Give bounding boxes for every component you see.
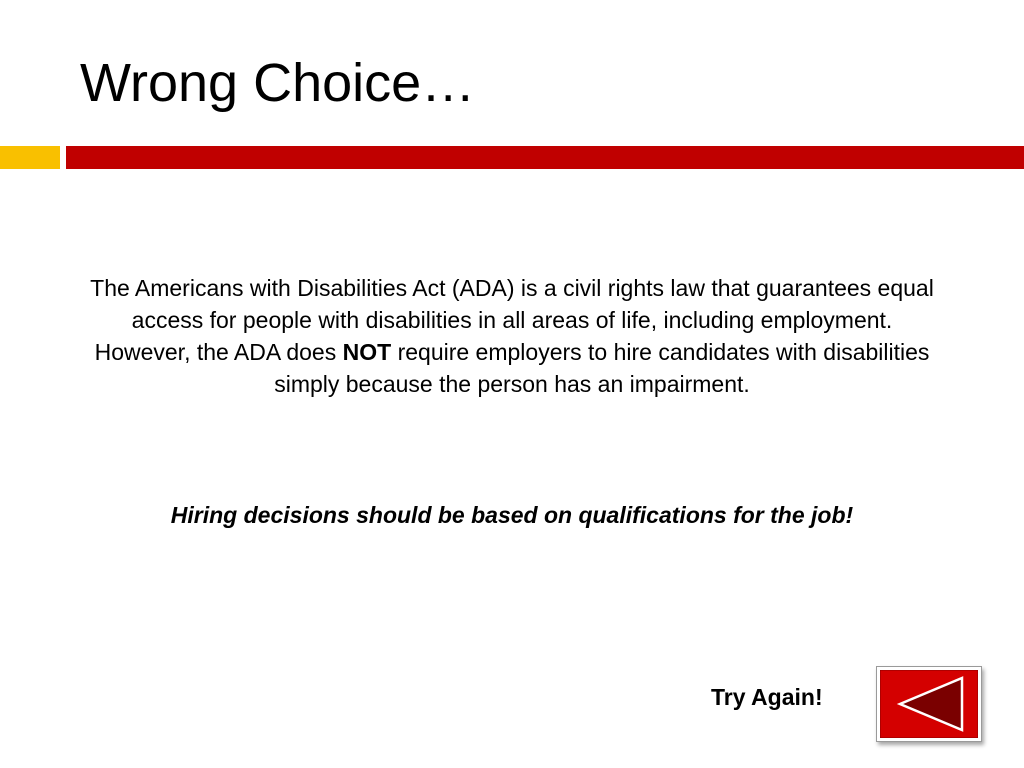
body-line-3-end: require employers to hire candidates with disabilities [391,339,930,365]
try-again-label[interactable]: Try Again! [711,684,823,710]
emphasis-statement: Hiring decisions should be based on qualifications for the job! [170,502,854,528]
body-line-1: The Americans with Disabilities Act (ADA) is a civil rights law that guarantees equal [90,275,934,301]
body-line-3-emphasis: NOT [342,339,392,365]
accent-bar-yellow [0,146,60,169]
body-line-4: simply because the person has an impairment. [274,371,750,397]
body-line-3-start: However, the ADA does [94,339,343,365]
body-paragraph [10,272,1014,400]
accent-bar-red [66,146,1024,169]
back-triangle-icon [880,670,978,738]
body-line-2: access for people with disabilities in all areas of life, including employment. [131,307,893,333]
slide-title: Wrong Choice… [80,53,476,113]
try-again-button[interactable] [876,666,982,742]
